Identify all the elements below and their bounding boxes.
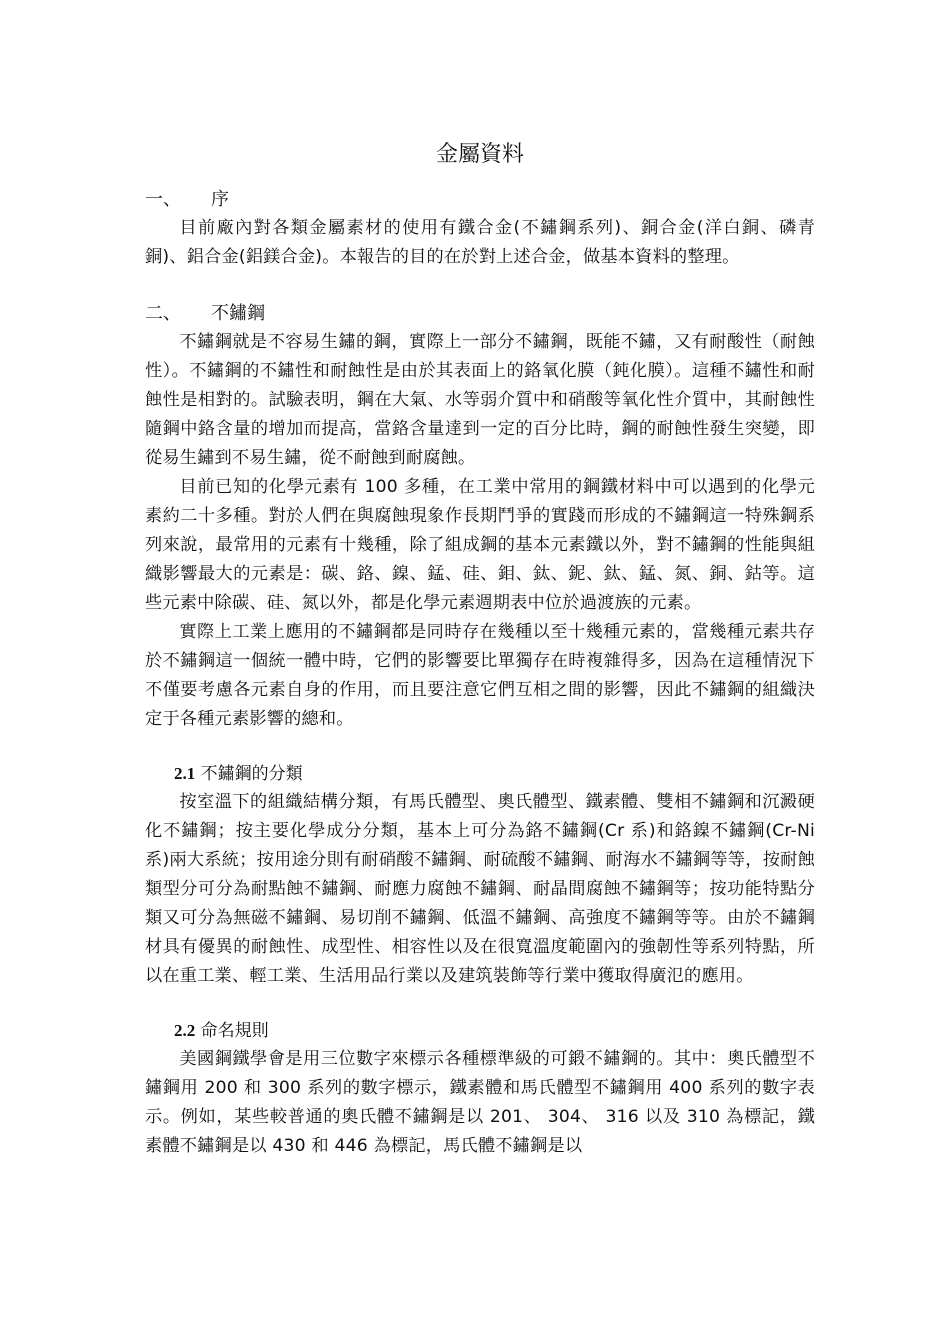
subsection-title: 不鏽鋼的分類 <box>200 764 303 784</box>
subsection-heading-classification <box>145 760 815 788</box>
subsection-number: 2.2 <box>174 1021 196 1040</box>
section-number: 一、 <box>145 189 181 210</box>
subsection-heading-naming-rules <box>145 1017 815 1045</box>
paragraph-naming-rules: 美國鋼鐵學會是用三位數字來標示各種標準級的可鍛不鏽鋼的。其中：奧氏體型不鏽鋼用 200 和 300 系列的數字標示，鐵素體和馬氏體型不鏽鋼用 400 系列的數字表示。例如，某些較普通的奧氏體不鏽鋼是以 201、 304、 316 以及 310 為標記，鐵素體不鏽鋼是以 430 和 446 為標記，馬氏體不鏽鋼是以 <box>145 1049 815 1156</box>
paragraph-stainless-combined: 實際上工業上應用的不鏽鋼都是同時存在幾種以至十幾種元素的，當幾種元素共存於不鏽鋼這一個統一體中時，它們的影響要比單獨存在時複雜得多，因為在這種情況下不僅要考慮各元素自身的作用，而且要注意它們互相之間的影響，因此不鏽鋼的組織決定于各種元素影響的總和。 <box>145 622 815 729</box>
subsection-title: 命名規則 <box>200 1021 269 1041</box>
document-page <box>145 138 815 1161</box>
document-title: 金屬資料 <box>435 142 524 167</box>
paragraph-stainless-elements: 目前已知的化學元素有 100 多種，在工業中常用的鋼鐵材料中可以遇到的化學元素約二十多種。對於人們在與腐蝕現象作長期鬥爭的實踐而形成的不鏽鋼這一特殊鋼系列來說，最常用的元素有十幾種，除了組成鋼的基本元素鐵以外，對不鏽鋼的性能與組織影響最大的元素是：碳、鉻、鎳、錳、硅、鉬、鈦、鈮、鈦、錳、氮、銅、鈷等。這些元素中除碳、硅、氮以外，都是化學元素週期表中位於過渡族的元素。 <box>145 477 815 613</box>
section-heading-stainless-steel <box>145 300 815 328</box>
paragraph-classification: 按室溫下的組織結構分類，有馬氏體型、奧氏體型、鐵素體、雙相不鏽鋼和沉澱硬化不鏽鋼；按主要化學成分分類，基本上可分為鉻不鏽鋼(Cr 系)和鉻鎳不鏽鋼(Cr-Ni 系)兩大系統；按用途分則有耐硝酸不鏽鋼、耐硫酸不鏽鋼、耐海水不鏽鋼等等，按耐蝕類型分可分為耐點蝕不鏽鋼、耐應力腐蝕不鏽鋼、耐晶間腐蝕不鏽鋼等；按功能特點分類又可分為無磁不鏽鋼、易切削不鏽鋼、低溫不鏽鋼、高強度不鏽鋼等等。由於不鏽鋼材具有優異的耐蝕性、成型性、相容性以及在很寬溫度範圍內的強韌性等系列特點，所以在重工業、輕工業、生活用品行業以及建筑裝飾等行業中獲取得廣氾的應用。 <box>145 792 815 986</box>
section-title: 不鏽鋼 <box>211 303 265 324</box>
section-number: 二、 <box>145 303 181 324</box>
spacer <box>145 991 815 1017</box>
subsection-number: 2.1 <box>174 764 196 783</box>
paragraph-stainless-intro: 不鏽鋼就是不容易生鏽的鋼，實際上一部分不鏽鋼，既能不鏽，又有耐酸性（耐蝕性）。不鏽鋼的不鏽性和耐蝕性是由於其表面上的鉻氧化膜（鈍化膜）。這種不鏽性和耐蝕性是相對的。試驗表明，鋼在大氣、水等弱介質中和硝酸等氧化性介質中，其耐蝕性隨鋼中鉻含量的增加而提高，當鉻含量達到一定的百分比時，鋼的耐蝕性發生突變，即從易生鏽到不易生鏽，從不耐蝕到耐腐蝕。 <box>145 332 815 468</box>
paragraph-preface: 目前廠內對各類金屬素材的使用有鐵合金(不鏽鋼系列)、銅合金(洋白銅、磷青銅)、鋁合金(鋁鎂合金)。本報告的目的在於對上述合金，做基本資料的整理。 <box>145 218 815 267</box>
spacer <box>145 272 815 300</box>
section-heading-preface <box>145 186 815 214</box>
section-title: 序 <box>211 189 229 210</box>
spacer <box>145 734 815 760</box>
